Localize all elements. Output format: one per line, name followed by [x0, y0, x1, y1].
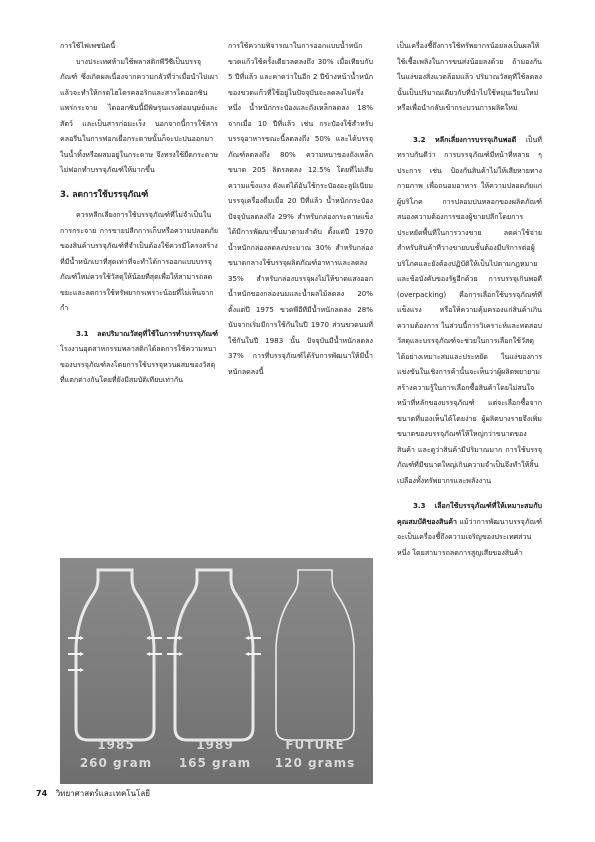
page-footer	[36, 787, 150, 800]
bottle-year-label: FUTURE	[285, 738, 345, 752]
page-number: 74	[36, 789, 48, 798]
paragraph: เป็นเครื่องชี้ถึงการใช้ทรัพยากรน้อยลงเป็นผลให้ใช้เชื้อเพลิงในการขนส่งน้อยลงด้วย ถ้ามองกันในแง่ของสิ่งแวดล้อมแล้ว ปริมาณวัสดุที่ใช้ลดลงนั้นเป็นปริมาณเดียวกับที่นำไปใช้หมุนเวียนใหม่ หรือเพื่อนำกลับเข้ากระบวนการผลิตใหม่	[397, 41, 542, 112]
paragraph: บางประเทศห้ามใช้พลาสติกพีวีซีเป็นบรรจุภัณฑ์ ซึ่งเกิดผลเนื่องจากความกลัวที่ว่าเมื่อนำไปเผาแล้วจะทำให้กรดไฮโดรคลอริกและสารไดออกซินแพร่กระจาย ไดออกซินนี้มีพิษรุนแรงต่อมนุษย์และสัตว์ และเป็นสารก่อมะเร็ง นอกจากนี้การใช้สารคลอรีนในการฟอกเยื่อกระดาษนั้นก็จะปะปนออกมาในน้ำทิ้งหรือผสมอยู่ในกระดาษ จึงทรงใช้ยืดกระดาษไม่ฟอกทำบรรจุภัณฑ์ให้มากขึ้น	[60, 56, 218, 174]
section-heading: 3. ลดการใช้บรรจุภัณฑ์	[60, 189, 149, 200]
subsection-heading: 3.1 ลดปริมาณวัสดุที่ใช้ในการทำบรรจุภัณฑ์	[76, 328, 218, 338]
bottle-1989	[175, 570, 253, 740]
journal-title: วิทยาศาสตร์และเทคโนโลยี	[55, 789, 150, 798]
bottle-weight-figure	[60, 558, 373, 784]
paragraph: การใช้ความพิจารณาในการออกแบบน้ำหนักขวดแก้วใช้ครั้งเดียวลดลงถึง 30% เมื่อเทียบกับ 5 ปีที่แล้ว และคาดว่าในอีก 2 ปีข้างหน้าน้ำหนักของขวดแก้วที่ใช้อยู่ในปัจจุบันจะลดลงไปครึ่งหนึ่ง น้ำหนักกระป๋องและถังเหล็กลดลง 18% จากเมื่อ 10 ปีที่แล้ว เช่น กระป๋องใช้สำหรับบรรจุอาหารขณะนี้ลดลงถึง 50% และได้บรรจุภัณฑ์ลดลงถึง 80% ความหนาของถังเหล็กขนาด 205 ลิตรลดลง 12.5% โดยที่ไม่เสียความแข็งแรง ดังแต่ได้อันใช้กระป๋องอะลูมิเนียมบรรจุเครื่องดื่มเมื่อ 20 ปีที่แล้ว น้ำหนักกระป๋องปัจจุบันลดลงถึง 29% สำหรับกล่องกระดาษแข็งได้มีการพัฒนาขึ้นมาตามลำดับ ตั้งแต่ปี 1970 น้ำหนักกล่องลดลงประมาณ 30% สำหรับกล่องขนาดกลางใช้บรรจุผลิตภัณฑ์อาหารและลดลง 35% สำหรับกล่องบรรจุผงไม่ให้ขาดแสงออก น้ำหนักของกล่องนมและน้ำผลไม้ลดลง 20% ตั้งแต่ปี 1975 ขวดพีอีทีมีน้ำหนักลดลง 28% นับจากเริ่มมีการใช้กันในปี 1970 ส่วนขวดนมที่ใช้กันในปี 1983 นั้น ปัจจุบันมีน้ำหนักลดลง 37% การที่บรรจุภัณฑ์ได้รับการพัฒนาให้มีน้ำหนักลดลงนี้	[228, 41, 373, 376]
column-2	[228, 38, 373, 379]
subsection-heading: 3.2 หลีกเลี่ยงการบรรจุเกินพอดี	[413, 134, 517, 144]
bottle-weight-label: 165 gram	[178, 756, 252, 770]
bottle-weight-label: 260 gram	[79, 756, 153, 770]
subsection-heading: 3.3 เลือกใช้บรรจุภัณฑ์ที่ให้เหมาะสมกับคุณสมบัติของสินค้า	[397, 501, 542, 526]
bottle-year-label: 1989	[196, 738, 234, 752]
paragraph: ควรหลีกเลี่ยงการใช้บรรจุภัณฑ์ที่ไม่จำเป็นในการกระจาย การขายปลีกการเก็บหรือความปลอดภัยของสินค้าบรรจุภัณฑ์ที่จำเป็นต้องใช้ควรมีโครงสร้างที่มีน้ำหนักเบาที่สุดเท่าที่จะทำได้การออกแบบบรรจุภัณฑ์ใหม่ควรใช้วัสดุให้น้อยที่สุดเพื่อให้สามารถลดขยะและลดการใช้ทรัพยากรเพราะน้อยที่ไม่เห็นจากกำ	[60, 210, 218, 312]
bottle-year-label: 1985	[97, 738, 135, 752]
arrow-marker	[167, 638, 261, 654]
paragraph: โรงงานอุตสาหกรรมพลาสติกได้ลดการใช้ความหนาของบรรจุภัณฑ์ลงโดยการใช้บรรจุหวนผสมของวัสดุที่แตกต่างกันโดยที่ยังมีสมบัติเทียบเท่ากัน	[60, 344, 217, 384]
paragraph: เป็นที่ทราบกันดีว่า การบรรจุภัณฑ์มีหน้าที่หลาย ๆ ประการ เช่น ป้องกันสินค้าไม่ให้เสียหายทางกายภาพ เพื่อถนอมอาหาร ให้ความปลอดภัยแก่ผู้บริโภค การปลอมปนหลอกของผลิตภัณฑ์ สนองความต้องการของผู้ขายปลีกโดยการประหยัดพื้นที่ในการวางขาย ลดค่าใช้จ่ายสำหรับสินค้าที่วางขายบนชั้นต้องมีบริการต่อผู้บริโภคและยังต้องปฏิบัติให้เป็นไปตามกฎหมายและข้อบังคับของรัฐอีกด้วย การบรรจุเกินพอดี (overpacking) คือการเลือกใช้บรรจุภัณฑ์ที่แข็งแรง หรือให้ความคุ้มครองแก่สินค้าเกินความต้องการ ในส่วนนี้การวิเคราะห์และทดสอบวัสดุและบรรจุภัณฑ์จะช่วยในการเลือกใช้วัสดุได้อย่างเหมาะสมและประหยัด ในแง่ของการแข่งขันในเชิงการค้านั้นจะเห็นว่าผู้ผลิตพยายามสร้างความรู้ในการเลือกซื้อสินค้าโดยไม่สนใจหน้าที่หลักของบรรจุภัณฑ์ แต่จะเลือกซื้อจากขนาดที่มองเห็นได้โดยง่าย ผู้ผลิตบางรายจึงเพิ่มขนาดของบรรจุภัณฑ์ให้ใหญ่กว่าขนาดของสินค้า และดูว่าสินค้ามีปริมาณมาก การใช้บรรจุภัณฑ์ที่มีขนาดใหญ่เกินความจำเป็นจึงทำให้สิ้นเปลืองทั้งทรัพยากรและพลังงาน	[397, 134, 543, 485]
bottle-1985	[76, 570, 154, 740]
paragraph: แม้ว่าการพัฒนาบรรจุภัณฑ์จะเป็นเครื่องชี้ถึงความเจริญของประเทศส่วนหนึ่ง โดยสามารถลดการสูญเสียของสินค้า	[397, 516, 542, 557]
bottle-future	[276, 570, 354, 740]
bottle-weight-label: 120 grams	[274, 756, 356, 770]
column-1	[60, 38, 218, 388]
paragraph: การใช้ไฟเพชนิดนี้	[60, 41, 116, 50]
column-3	[397, 38, 542, 560]
